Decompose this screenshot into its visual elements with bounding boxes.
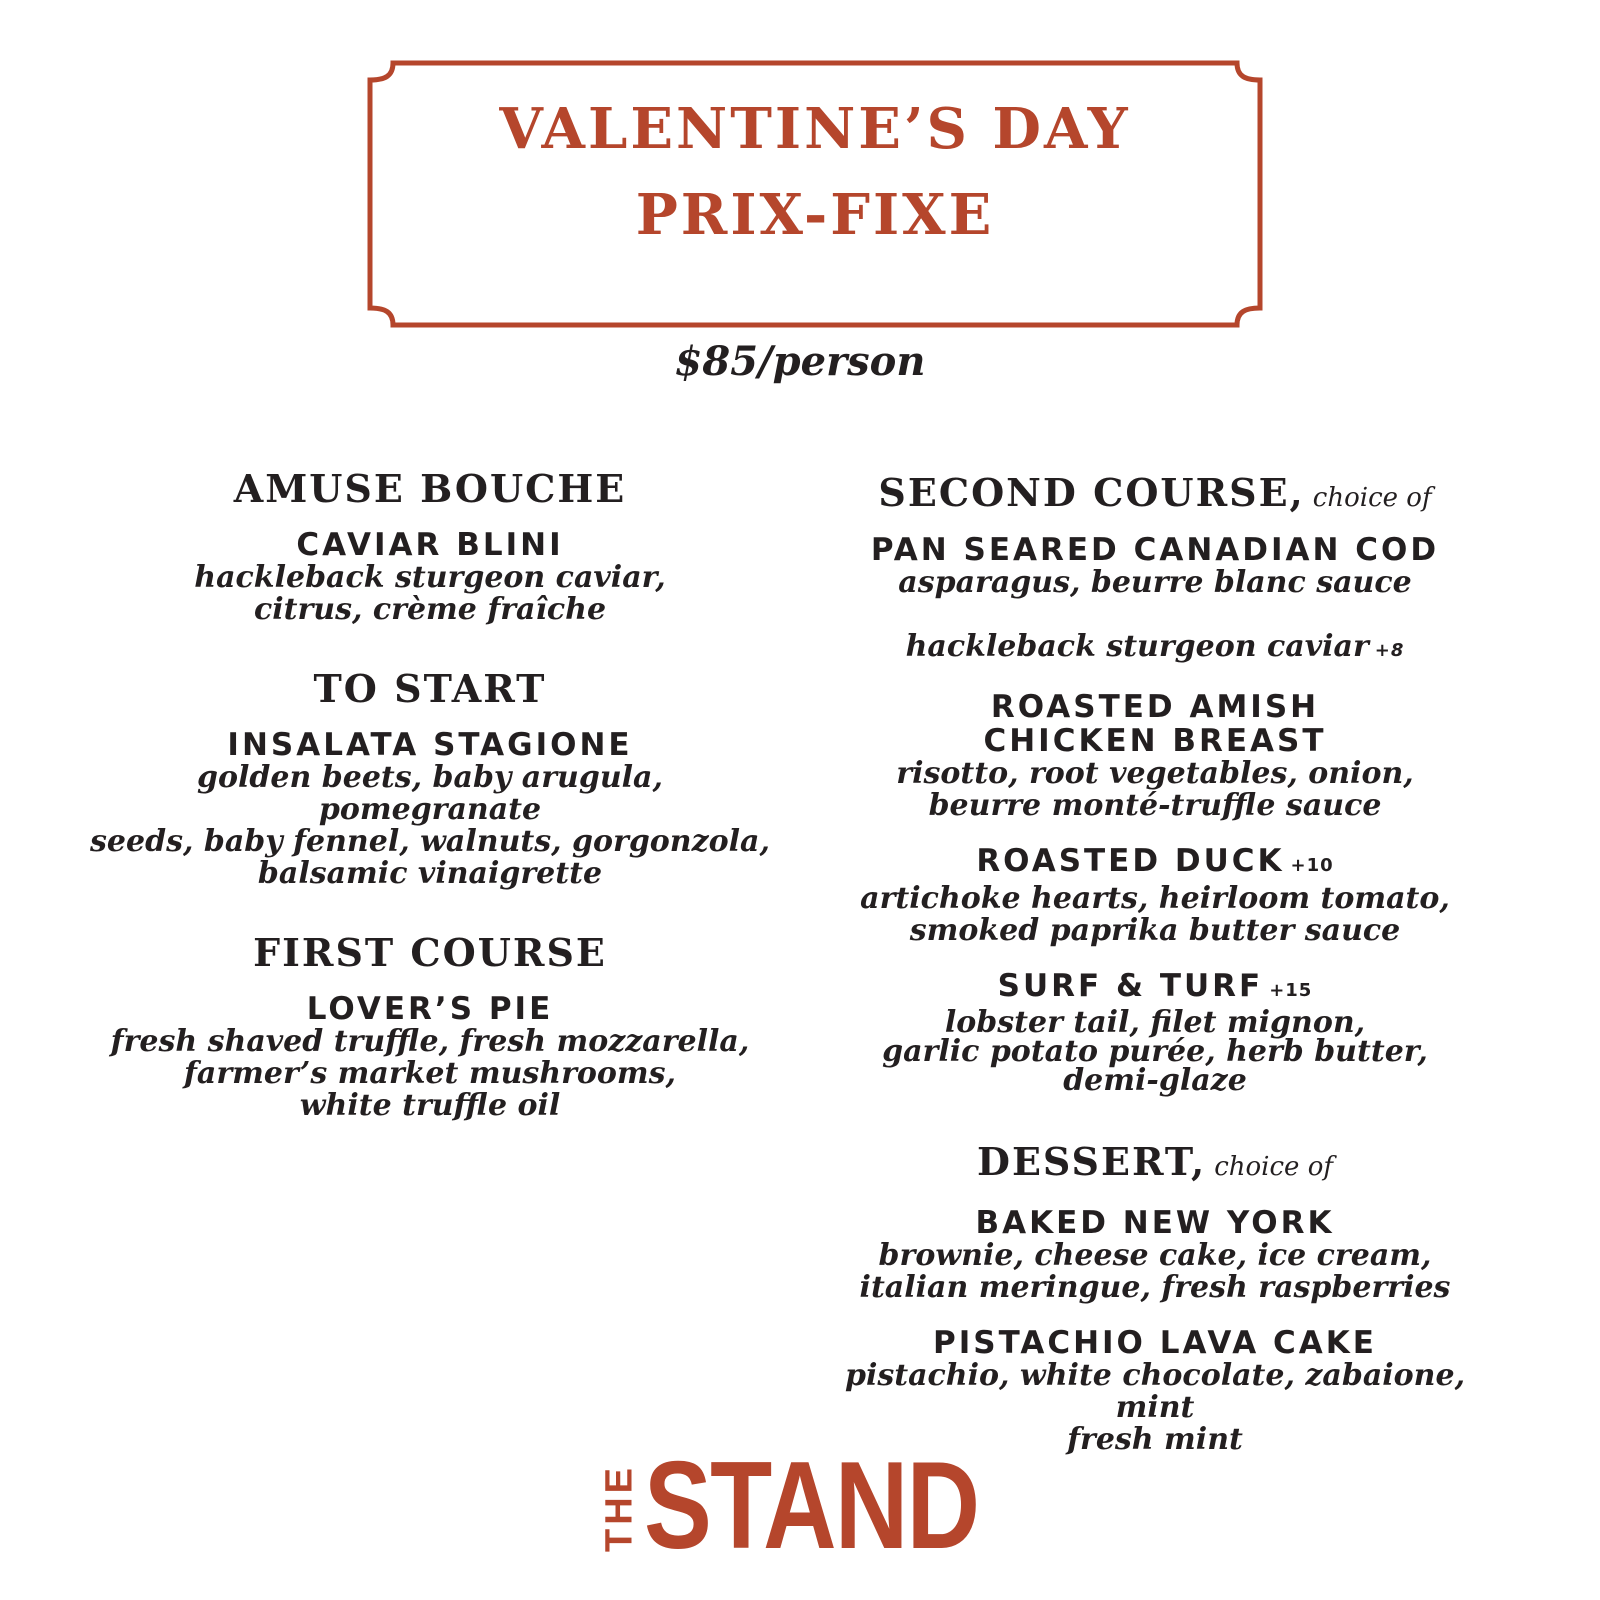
item-name-surf-turf-row	[830, 969, 1480, 1008]
item-name-surf-turf: SURF & TURF	[997, 968, 1264, 1004]
item-name-caviar-blini: CAVIAR BLINI	[296, 527, 564, 563]
the-stand-logo	[598, 1437, 1020, 1575]
item-name-pistachio-lava-cake: PISTACHIO LAVA CAKE	[933, 1325, 1377, 1361]
logo-stand-text: STAND	[644, 1437, 979, 1575]
item-desc-pistachio-lava-cake: pistachio, white chocolate, zabaione, mint fresh mint	[844, 1358, 1466, 1457]
section-title-amuse-bouche: AMUSE BOUCHE	[233, 466, 627, 511]
upcharge-surf-turf: +15	[1269, 980, 1313, 1001]
item-name-roasted-duck: ROASTED DUCK	[976, 843, 1285, 879]
upcharge-roasted-duck: +10	[1290, 855, 1334, 876]
item-desc-lovers-pie: fresh shaved truffle, fresh mozzarella, farmer’s market mushrooms, white truffle oil	[110, 1024, 750, 1123]
item-desc-amish-chicken: risotto, root vegetables, onion, beurre monté-truffle sauce	[896, 756, 1414, 823]
addon-caviar: hackleback sturgeon caviar	[905, 629, 1369, 664]
title-line-1: VALENTINE’S DAY	[499, 96, 1131, 162]
logo-the-text: THE	[598, 1464, 641, 1552]
item-desc-baked-new-york: brownie, cheese cake, ice cream, italian meringue, fresh raspberries	[859, 1238, 1451, 1305]
second-course-label: SECOND COURSE,	[878, 470, 1305, 515]
item-desc-caviar-blini: hackleback sturgeon caviar, citrus, crème fraîche	[194, 560, 666, 627]
section-title-first-course: FIRST COURSE	[253, 930, 607, 975]
item-name-amish-chicken: ROASTED AMISH CHICKEN BREAST	[983, 689, 1327, 759]
second-course-choice: choice of	[1312, 483, 1432, 513]
item-desc-insalata-stagione: golden beets, baby arugula, pomegranate seeds, baby fennel, walnuts, gorgonzola, balsamic vinaigrette	[90, 760, 770, 891]
item-name-canadian-cod: PAN SEARED CANADIAN COD	[870, 532, 1440, 568]
dessert-label: DESSERT,	[977, 1139, 1207, 1184]
item-desc-canadian-cod-addon	[830, 599, 1480, 668]
title-frame	[365, 58, 1265, 330]
addon-price-cod: +8	[1374, 640, 1405, 661]
section-title-second-course	[830, 470, 1480, 521]
right-column	[830, 470, 1480, 1456]
section-title-to-start: TO START	[313, 666, 547, 711]
item-name-lovers-pie: LOVER’S PIE	[306, 991, 554, 1027]
item-name-roasted-duck-row	[830, 844, 1480, 883]
item-desc-surf-turf: lobster tail, filet mignon, garlic potato purée, herb butter, demi-glaze	[882, 1005, 1428, 1098]
left-column	[90, 466, 770, 1122]
item-name-baked-new-york: BAKED NEW YORK	[975, 1205, 1335, 1241]
section-title-dessert	[830, 1139, 1480, 1190]
item-desc-roasted-duck: artichoke hearts, heirloom tomato, smoked paprika butter sauce	[860, 881, 1450, 948]
price-per-person: $85/person	[674, 338, 926, 385]
dessert-choice: choice of	[1214, 1152, 1333, 1182]
item-name-insalata-stagione: INSALATA STAGIONE	[227, 727, 633, 763]
title-line-2: PRIX-FIXE	[635, 182, 995, 248]
logo-the-wrapper	[600, 1456, 640, 1560]
item-desc-canadian-cod: asparagus, beurre blanc sauce	[898, 565, 1412, 600]
